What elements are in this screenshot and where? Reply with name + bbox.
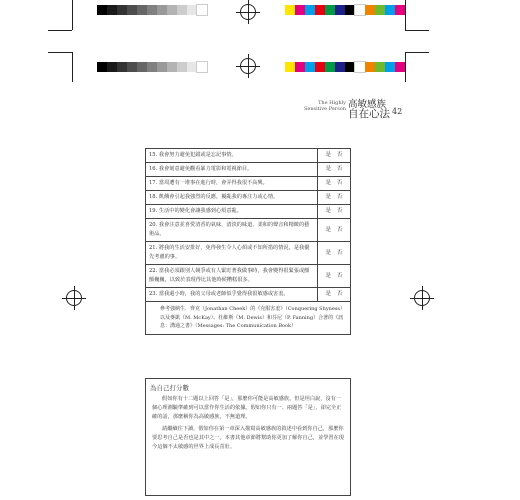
color-swatch [325,5,335,15]
color-swatch [395,5,405,15]
crop-mark [405,0,406,30]
question-text: 17. 當周遭有一堆事在進行時，會弄得我很不高興。 [146,177,318,190]
answer-options [318,191,350,204]
color-swatch [335,5,345,15]
answer-no[interactable]: 否 [337,152,343,158]
registration-mark-icon [240,58,256,74]
color-swatch [107,5,117,15]
question-text: 21. 將我的生活安排好，免得發生令人心煩或不知所措的情況，是我優先考慮的事。 [146,242,318,264]
color-swatches-top [285,5,405,15]
color-swatch [385,62,395,72]
score-paragraph-1: 假如你有十二題以上回答「是」，那麼你可能是高敏感族。但是坦白說，沒有一個心理測驗準確到可以當作你生活的依據。假如你只有一、兩題答「是」，卻完全正確的話，那麼稱你為高敏感族，不無道理。 [152,396,342,421]
answer-no[interactable]: 否 [337,194,343,200]
answer-no[interactable]: 否 [337,180,343,186]
color-swatch [295,5,305,15]
color-swatch [147,62,157,72]
crop-mark [48,52,72,53]
answer-options [318,163,350,176]
table-row [146,205,350,219]
answer-yes[interactable]: 是 [325,272,331,279]
answer-yes[interactable]: 是 [325,194,331,200]
answer-no[interactable]: 否 [337,249,343,256]
color-swatch [97,5,107,15]
color-swatch [147,5,157,15]
color-swatch [167,62,177,72]
question-text: 22. 當我必須跟別人競爭或有人緊盯著我做事時，我會變得很緊張或顫顫巍巍，以致於表現得比其他時候糟糕很多。 [146,265,318,287]
scoring-section [145,378,351,496]
color-swatch [137,5,147,15]
color-swatch [365,5,375,15]
color-swatch [295,62,305,72]
table-row [146,177,350,191]
answer-yes[interactable]: 是 [325,226,331,233]
color-swatch [335,62,345,72]
crop-mark [72,0,73,30]
color-swatch [167,5,177,15]
answer-options [318,149,350,162]
score-paragraph-2: 請繼續往下讀，假如你在第一章深入描寫高敏感族的敘述中看到你自己，那麼你要思考自己是否也是其中之一。本書其他章節將幫助你更加了解你自己，並學習在現今這個不太敏感的世界上成長茁壯。 [152,425,344,451]
color-swatch [137,62,147,72]
color-swatch [355,5,365,15]
color-swatch [375,5,385,15]
registration-mark-icon [240,4,256,20]
answer-options [318,205,350,218]
color-swatch [177,5,187,15]
answer-yes[interactable]: 是 [325,152,331,158]
color-swatch [187,5,197,15]
answer-yes[interactable]: 是 [325,166,331,172]
gray-swatches-top [97,5,207,15]
color-swatch [345,62,355,72]
book-title-line2: 自在心法 [348,108,390,120]
question-text: 18. 飢餓會引起我強烈的反應，擾亂我的專注力或心情。 [146,191,318,204]
table-row [146,219,350,242]
answer-options [318,242,350,264]
title-en-line2: Sensitive Person [303,106,346,112]
color-swatch [395,62,405,72]
color-swatch [127,5,137,15]
color-swatch [187,62,197,72]
answer-yes[interactable]: 是 [325,208,331,214]
color-swatch [385,5,395,15]
color-swatch [375,62,385,72]
answer-yes[interactable]: 是 [325,180,331,186]
registration-mark-icon [414,290,430,306]
question-text: 23. 當我還小時，我的父母或老師似乎覺得我很敏感或害羞。 [146,288,318,301]
question-text: 20. 我會注意並喜愛清香的氣味、清淡的味道、柔和的聲音和精緻的藝術品。 [146,219,318,241]
table-row [146,288,350,302]
answer-options [318,177,350,190]
crop-mark [405,52,429,53]
answer-no[interactable]: 否 [337,226,343,233]
color-swatch [345,5,355,15]
registration-mark-icon [66,290,82,306]
crop-mark [72,52,73,82]
page-number: 42 [392,107,403,116]
question-text: 16. 我會刻意避免觀看暴力電影和電視節目。 [146,163,318,176]
color-swatch [127,62,137,72]
color-swatches-bottom [285,62,405,72]
crop-mark [48,30,72,31]
color-swatch [107,62,117,72]
color-swatch [97,62,107,72]
answer-no[interactable]: 否 [337,272,343,279]
table-row [146,265,350,288]
color-swatch [117,5,127,15]
color-swatch [305,62,315,72]
color-swatch [117,62,127,72]
book-title-english [296,100,346,112]
question-text: 19. 生活中的變化會讓我感到心煩意亂。 [146,205,318,218]
answer-options [318,265,350,287]
section-title: 為自己打分數 [150,384,189,392]
color-swatch [197,5,207,15]
answer-no[interactable]: 否 [337,291,343,297]
crop-mark [405,52,406,82]
color-swatch [315,62,325,72]
color-swatch [285,62,295,72]
color-swatch [285,5,295,15]
answer-yes[interactable]: 是 [325,249,331,256]
book-title-line1: 高敏感族 [348,99,387,110]
answer-options [318,219,350,241]
answer-yes[interactable]: 是 [325,291,331,297]
answer-options [318,288,350,301]
color-swatch [177,62,187,72]
table-row [146,163,350,177]
crop-mark [405,30,429,31]
gray-swatches-bottom [97,62,207,72]
table-row [146,149,350,163]
color-swatch [157,5,167,15]
reference-note: 參考強納生．齊克（Jonathan Cheek）的《克服害羞》（Conquering Shyness）以及麥凱（M. McKay）、杜維斯（M. Dewis）和芬尼（P. Fanning）合著的《訊息：溝通之書》（Messages: The Communication Book） [160,306,344,329]
table-row [146,242,350,265]
color-swatch [305,5,315,15]
color-swatch [355,62,365,72]
color-swatch [365,62,375,72]
color-swatch [325,62,335,72]
answer-no[interactable]: 否 [337,166,343,172]
title-en-line1: The Highly [318,100,346,106]
questionnaire-table [145,148,351,335]
table-row [146,191,350,205]
color-swatch [157,62,167,72]
color-swatch [197,62,207,72]
color-swatch [315,5,325,15]
answer-no[interactable]: 否 [337,208,343,214]
question-text: 15. 我會努力避免犯錯或是忘記事情。 [146,149,318,162]
